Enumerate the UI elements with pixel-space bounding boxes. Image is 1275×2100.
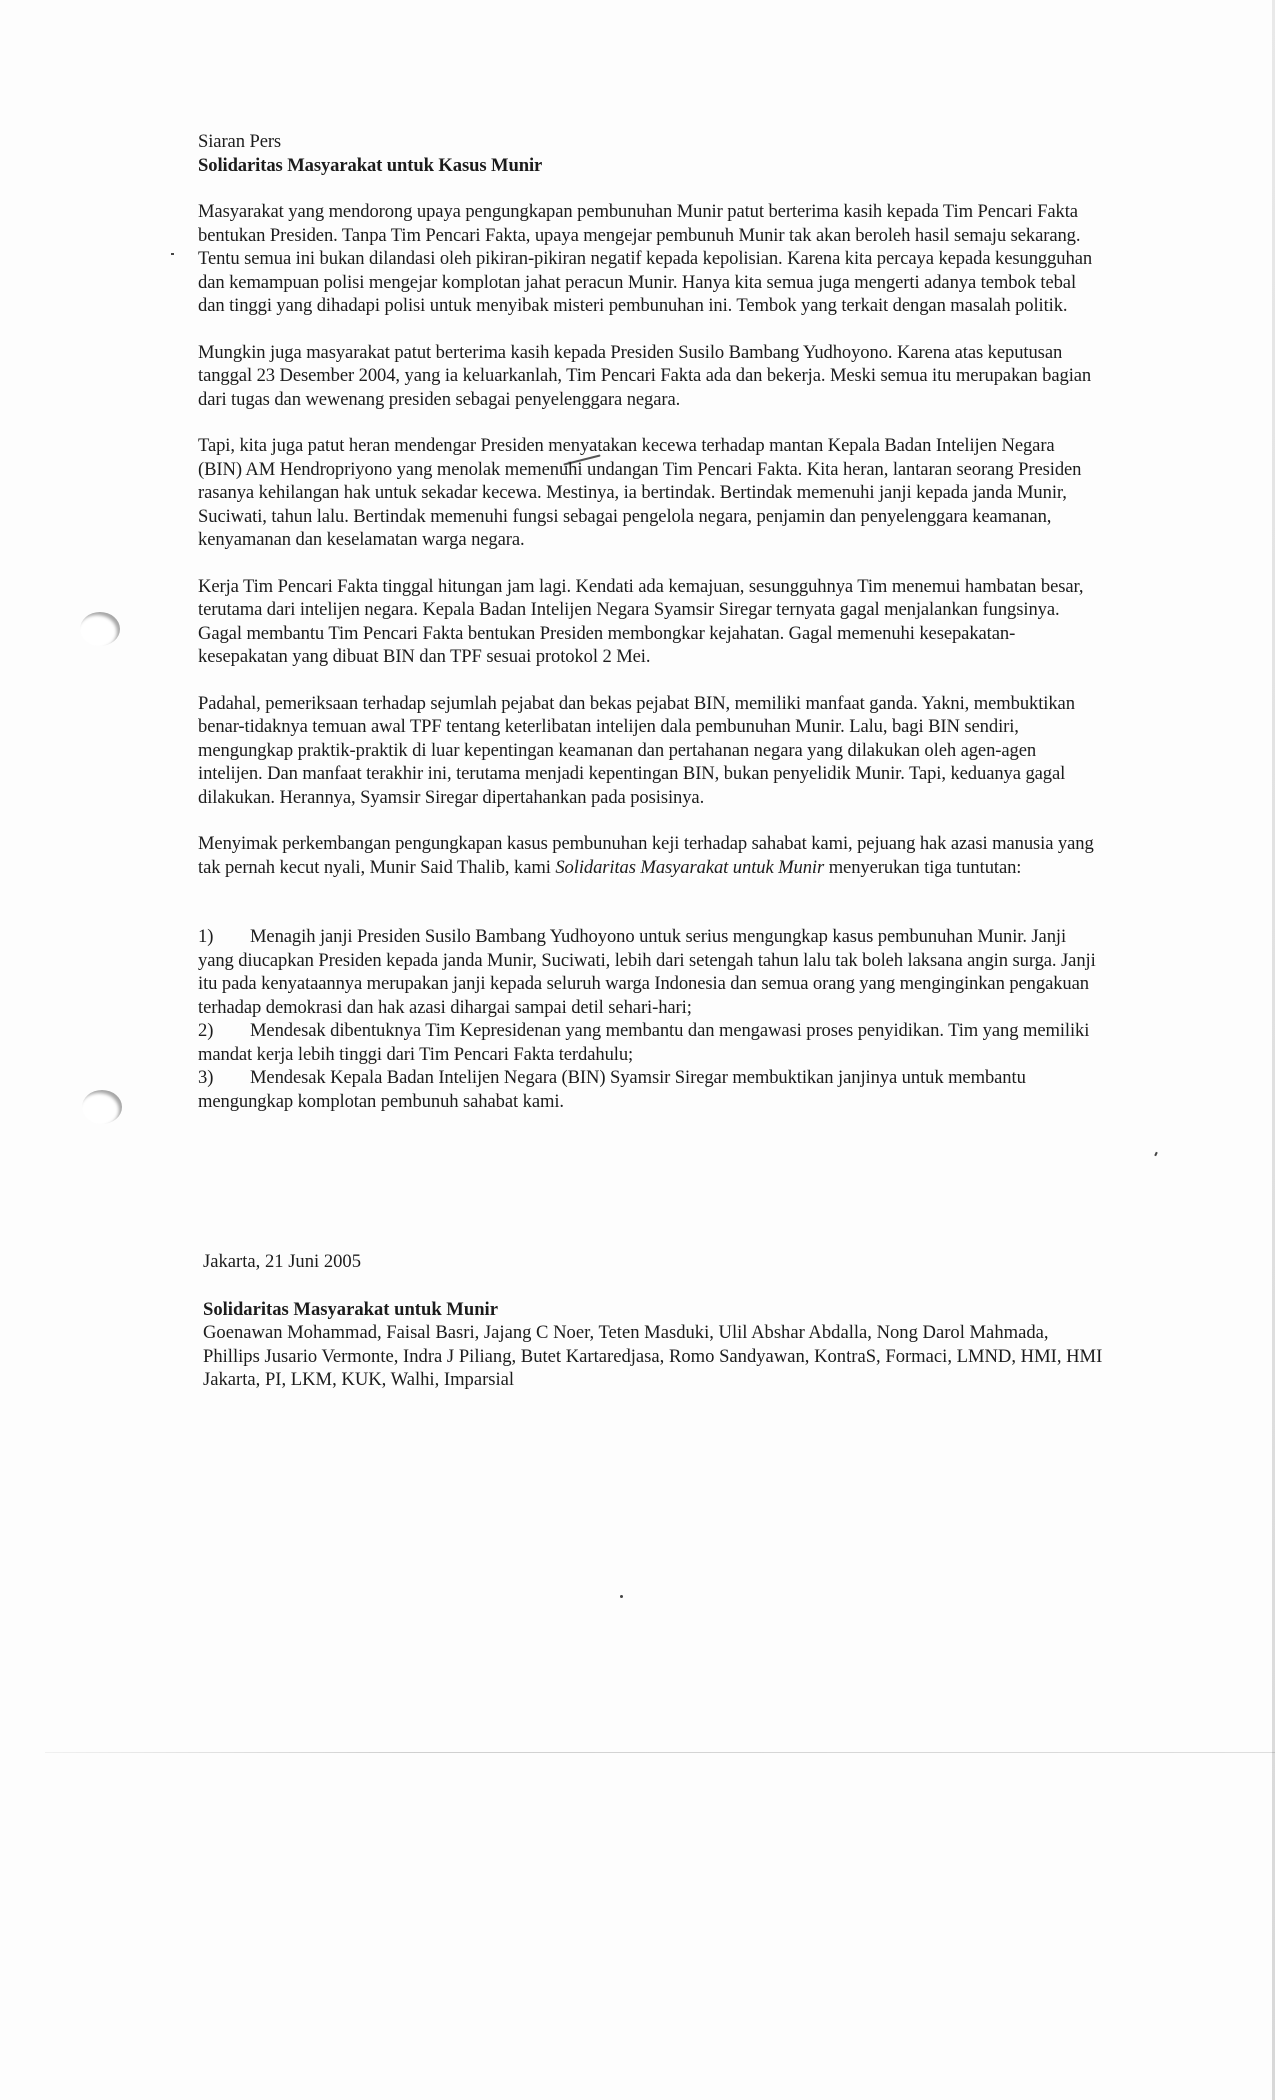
stray-mark	[1154, 1152, 1158, 1156]
paragraph-3: Tapi, kita juga patut heran mendengar Presiden menyatakan kecewa terhadap mantan Kepala Badan Intelijen Negara (BIN) AM Hendropriyono yang menolak memenuhi undangan Tim Pencari Fakta. Kita heran, lantaran seorang Presiden rasanya kehilangan hak untuk sekadar kecewa. Mestinya, ia bertindak. Bertindak memenuhi janji kepada janda Munir, Suciwati, tahun lalu. Bertindak memenuhi fungsi sebagai pengelola negara, penjamin dan penyelenggara keamanan, kenyamanan dan keselamatan warga negara.	[198, 435, 1082, 550]
place-date: Jakarta, 21 Juni 2005	[203, 1251, 362, 1272]
paragraph-2: Mungkin juga masyarakat patut berterima kasih kepada Presiden Susilo Bambang Yudhoyono. Karena atas keputusan tanggal 23 Desember 2004, yang ia keluarkanlah, Tim Pencari Fakta ada dan bekerja. Meski semua itu merupakan bagian dari tugas dan wewenang presiden sebagai penyelenggara negara.	[198, 341, 1092, 410]
punch-hole-upper	[80, 612, 120, 646]
signatories-list: Goenawan Mohammad, Faisal Basri, Jajang C Noer, Teten Masduki, Ulil Abshar Abdalla, Nong Darol Mahmada, Phillips Jusario Vermonte, Indra J Piliang, Butet Kartaredjasa, Romo Sandyawan, KontraS, Formaci, LMND, HMI, HMI Jakarta, PI, LKM, KUK, Walhi, Imparsial	[203, 1322, 1103, 1390]
demands-intro	[198, 832, 1098, 879]
demands-list	[198, 925, 1098, 1113]
document-title: Solidaritas Masyarakat untuk Kasus Munir	[198, 154, 543, 176]
paragraph-1: Masyarakat yang mendorong upaya pengungkapan pembunuhan Munir patut berterima kasih kepada Tim Pencari Fakta bentukan Presiden. Tanpa Tim Pencari Fakta, upaya mengejar pembunuh Munir tak akan beroleh hasil semaju sekarang. Tentu semua ini bukan dilandasi oleh pikiran-pikiran negatif kepada kepolisian. Karena kita percaya kepada kesungguhan dan kemampuan polisi mengejar komplotan jahat peracun Munir. Hanya kita semua juga mengerti adanya tembok tebal dan tinggi yang dihadapi polisi untuk menyibak misteri pembunuhan ini. Tembok yang terkait dengan masalah politik.	[198, 201, 1093, 316]
demand-number: 2)	[198, 1020, 214, 1041]
paper-fold-line	[45, 1752, 1275, 1753]
demands-intro-text: Menyimak perkembangan pengungkapan kasus pembunuhan keji terhadap sahabat kami, pejuang hak azasi manusia yang tak pernah kecut nyali, Munir Said Thalib, kami	[198, 833, 1094, 878]
signatory-organization: Solidaritas Masyarakat untuk Munir	[203, 1298, 498, 1320]
demand-number: 1)	[198, 926, 214, 947]
demands-intro-org-name: Solidaritas Masyarakat untuk Munir	[555, 856, 825, 878]
demand-number: 3)	[198, 1067, 214, 1088]
press-release-body	[198, 130, 1098, 1113]
demand-item-3	[198, 1066, 1098, 1113]
demand-text: Mendesak dibentuknya Tim Kepresidenan yang membantu dan mengawasi proses penyidikan. Tim yang memiliki mandat kerja lebih tinggi dari Tim Pencari Fakta terdahulu;	[198, 1020, 1090, 1065]
stray-mark	[620, 1595, 623, 1598]
demands-intro-tail: menyerukan tiga tuntutan:	[824, 856, 1022, 878]
punch-hole-lower	[82, 1090, 122, 1124]
document-kicker: Siaran Pers	[198, 131, 282, 152]
demand-text: Menagih janji Presiden Susilo Bambang Yudhoyono untuk serius mengungkap kasus pembunuhan Munir. Janji yang diucapkan Presiden kepada janda Munir, Suciwati, lebih dari setengah tahun lalu tak boleh laksana angin surga. Janji itu pada kenyataannya merupakan janji kepada seluruh warga Indonesia dan semua orang yang menginginkan pengakuan terhadap demokrasi dan hak azasi dihargai sampai detil sehari-hari;	[198, 926, 1096, 1018]
paragraph-4: Kerja Tim Pencari Fakta tinggal hitungan jam lagi. Kendati ada kemajuan, sesungguhnya Tim menemui hambatan besar, terutama dari intelijen negara. Kepala Badan Intelijen Negara Syamsir Siregar ternyata gagal menjalankan fungsinya. Gagal membantu Tim Pencari Fakta bentukan Presiden membongkar kejahatan. Gagal memenuhi kesepakatan-kesepakatan yang dibuat BIN dan TPF sesuai protokol 2 Mei.	[198, 575, 1084, 667]
demand-item-2	[198, 1019, 1098, 1066]
closing-block	[203, 1250, 1103, 1392]
stray-mark	[171, 253, 174, 255]
demand-text: Mendesak Kepala Badan Intelijen Negara (BIN) Syamsir Siregar membuktikan janjinya untuk membantu mengungkap komplotan pembunuh sahabat kami.	[198, 1067, 1026, 1112]
demand-item-1	[198, 925, 1098, 1019]
paragraph-5: Padahal, pemeriksaan terhadap sejumlah pejabat dan bekas pejabat BIN, memiliki manfaat ganda. Yakni, membuktikan benar-tidaknya temuan awal TPF tentang keterlibatan intelijen dala pembunuhan Munir. Lalu, bagi BIN sendiri, mengungkap praktik-praktik di luar kepentingan keamanan dan pertahanan negara yang dilakukan oleh agen-agen intelijen. Dan manfaat terakhir ini, terutama menjadi kepentingan BIN, bukan penyelidik Munir. Tapi, keduanya gagal dilakukan. Herannya, Syamsir Siregar dipertahankan pada posisinya.	[198, 692, 1075, 808]
